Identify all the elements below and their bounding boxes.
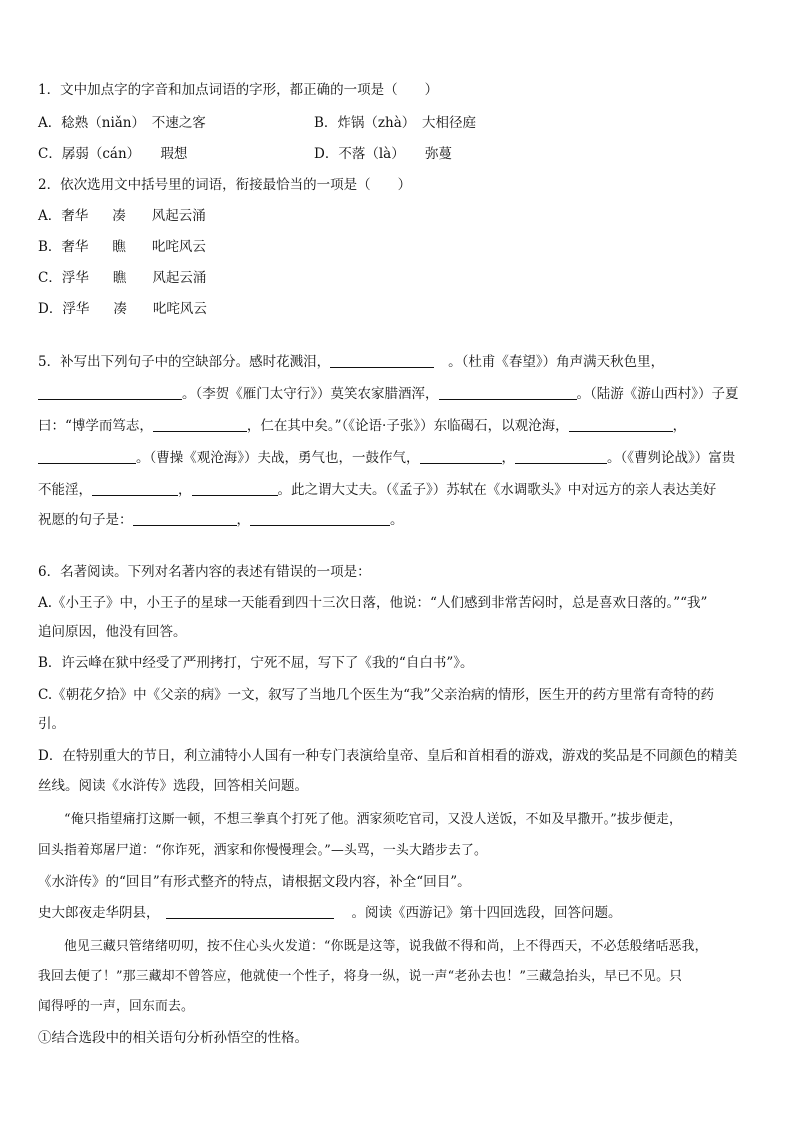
- q2-option-d: [38, 299, 207, 319]
- q5-line-5: [38, 480, 756, 500]
- q1-option-d: D．不落（là） 弥蔓: [314, 146, 452, 162]
- fill-blank[interactable]: [439, 385, 577, 400]
- q5-text: 5．补写出下列句子中的空缺部分。感时花溅泪，: [38, 354, 331, 370]
- q2-c-word2: 瞧: [112, 270, 127, 286]
- q2-option-c: [38, 268, 206, 288]
- fill-blank[interactable]: [569, 417, 673, 432]
- q6-stem: 6．名著阅读。下列对名著内容的表述有错误的一项是：: [38, 564, 371, 580]
- fill-blank[interactable]: [38, 385, 182, 400]
- q2-a-word2: 凑: [112, 208, 126, 224]
- fill-blank[interactable]: [420, 449, 502, 464]
- q2-a-word3: 风起云涌: [151, 208, 206, 224]
- xiyou-passage-line2: 我回去便了！”那三藏却不曾答应，他就使一个性子，将身一纵，说一声“老孙去也！”三藏急抬头，早已不见。只: [38, 969, 683, 984]
- q2-b-word2: 瞧: [112, 239, 126, 255]
- xiyou-passage-line3: 闻得呼的一声，回东而去。: [38, 999, 194, 1014]
- q5-text: 。（杜甫《春望》）角声满天秋色里，: [448, 354, 665, 370]
- q2-b-word1: B．奢华: [38, 239, 89, 255]
- q6-option-d-line2: 丝线。阅读《水浒传》选段，回答相关问题。: [38, 778, 308, 794]
- q6-option-a-line1: A.《小王子》中，小王子的星球一天能看到四十三次日落，他说：“人们感到非常苦闷时，总是喜欢日落的。”“我”: [38, 595, 708, 611]
- q6-option-d-line1: D．在特别重大的节日，利立浦特小人国有一种专门表演给皇帝、皇后和首相看的游戏，游戏的奖品是不同颜色的精美: [38, 748, 738, 764]
- q5-text: 曰：“博学而笃志，: [38, 418, 153, 434]
- shuihu-question: 《水浒传》的“回目”有形式整齐的特点，请根据文段内容，补全“回目”。: [38, 874, 471, 890]
- q1-option-b: B．炸锅（zhà） 大相径庭: [314, 115, 477, 131]
- q5-line-3: [38, 416, 756, 436]
- q5-text: 。（曹操《观沧海》）夫战，勇气也，一鼓作气，: [136, 450, 420, 466]
- shuihu-passage-line1: “俺只指望痛打这厮一顿，不想三拳真个打死了他。洒家须吃官司，又没人送饭，不如及早撒开。”拔步便走，: [64, 812, 682, 827]
- q2-stem: 2．依次选用文中括号里的词语，衔接最恰当的一项是（ ）: [38, 177, 412, 193]
- q2-a-word1: A．奢华: [38, 208, 89, 224]
- xiyou-question-1: ①结合选段中的相关语句分析孙悟空的性格。: [38, 1030, 308, 1046]
- xiyou-passage-line1: 他见三藏只管绪绪叨叨，按不住心头火发道：“你既是这等，说我做不得和尚，上不得西天，不必恁般绪咶恶我，: [64, 939, 708, 954]
- q2-option-a: [38, 206, 206, 226]
- q6-option-b: B．许云峰在狱中经受了严刑拷打，宁死不屈，写下了《我的“自白书”》。: [38, 655, 474, 671]
- q5-text: 祝愿的句子是：: [38, 512, 133, 528]
- q5-line-4: [38, 448, 756, 468]
- q2-d-word3: 叱咤风云: [152, 301, 207, 317]
- q5-text: 。（陆游《游山西村》）子夏: [576, 386, 739, 402]
- q1-option-a: A．稔熟（niǎn） 不速之客: [38, 115, 206, 131]
- q5-text: ，: [178, 482, 192, 498]
- q2-c-word1: C．浮华: [38, 270, 89, 286]
- q2-b-word3: 叱咤风云: [151, 239, 206, 255]
- shuihu-answer-label: 史大郎夜走华阴县，: [38, 905, 160, 921]
- shuihu-passage-line2: 回头指着郑屠尸道：“你诈死，洒家和你慢慢理会。”—头骂，一头大踏步去了。: [38, 843, 487, 858]
- q2-d-word2: 凑: [113, 301, 127, 317]
- fill-blank[interactable]: [250, 511, 390, 526]
- fill-blank[interactable]: [133, 511, 237, 526]
- q2-option-b: [38, 237, 206, 257]
- q2-d-word1: D．浮华: [38, 301, 90, 317]
- q5-text: 。: [390, 512, 404, 528]
- q6-option-c-line1: C.《朝花夕拾》中《父亲的病》一文，叙写了当地几个医生为“我”父亲治病的情形，医生开的药方里常有奇特的药: [38, 687, 714, 703]
- q5-line-1: [38, 352, 756, 372]
- fill-blank[interactable]: [515, 449, 607, 464]
- q5-text: 不能淫，: [38, 482, 92, 498]
- fill-blank[interactable]: [166, 904, 334, 919]
- q6-option-a-line2: 追问原因，他没有回答。: [38, 624, 187, 640]
- fill-blank[interactable]: [153, 417, 247, 432]
- q5-text: 。（《曹刿论战》）富贵: [607, 450, 736, 466]
- q2-c-word3: 风起云涌: [152, 270, 207, 286]
- fill-blank[interactable]: [330, 353, 434, 368]
- q5-line-2: [38, 384, 756, 404]
- q5-text: ，: [501, 450, 515, 466]
- shuihu-answer-tail: 。阅读《西游记》第十四回选段，回答问题。: [351, 905, 622, 921]
- q5-text: 。此之谓大丈夫。（《孟子》）苏轼在《水调歌头》中对远方的亲人表达美好: [277, 482, 717, 498]
- fill-blank[interactable]: [92, 481, 178, 496]
- fill-blank[interactable]: [38, 449, 136, 464]
- q5-text: ，仁在其中矣。”（《论语·子张》）东临碣石，以观沧海，: [246, 418, 569, 434]
- q5-text: ，: [672, 418, 687, 434]
- shuihu-answer-line: [38, 903, 756, 923]
- q5-text: ，: [236, 512, 250, 528]
- q1-stem: 1．文中加点字的字音和加点词语的字形，都正确的一项是（ ）: [38, 82, 439, 98]
- q5-text: 。（李贺《雁门太守行》）莫笑农家腊酒浑，: [182, 386, 439, 402]
- fill-blank[interactable]: [192, 481, 278, 496]
- q6-option-c-line2: 引。: [38, 716, 65, 732]
- q5-line-6: [38, 510, 756, 530]
- q1-option-c: C．孱弱（cán） 瑕想: [38, 146, 188, 162]
